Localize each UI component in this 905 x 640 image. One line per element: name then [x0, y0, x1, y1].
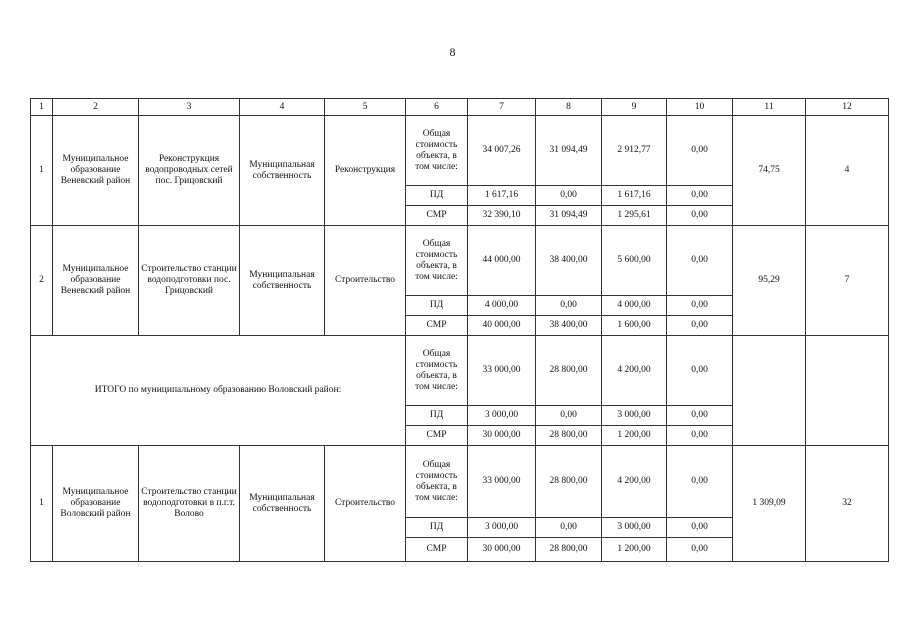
col12-cell: 4: [806, 116, 889, 226]
value-cell: 0,00: [536, 296, 602, 316]
value-cell: 4 200,00: [602, 336, 667, 406]
value-cell: 0,00: [667, 186, 733, 206]
value-cell: 1 600,00: [602, 316, 667, 336]
value-cell: 0,00: [667, 446, 733, 518]
value-cell: 3 000,00: [468, 406, 536, 426]
work-type-cell: Строительство: [325, 226, 406, 336]
value-cell: 0,00: [667, 426, 733, 446]
investment-table: [30, 98, 889, 562]
row-index: 1: [31, 446, 53, 562]
value-cell: 4 000,00: [602, 296, 667, 316]
header-cell: 12: [806, 99, 889, 116]
municipality-cell: Муниципальное образование Воловский район: [53, 446, 139, 562]
header-cell: 1: [31, 99, 53, 116]
value-cell: 33 000,00: [468, 446, 536, 518]
total-label: ИТОГО по муниципальному образованию Воловский район:: [31, 336, 406, 446]
header-cell: 11: [733, 99, 806, 116]
value-cell: 31 094,49: [536, 116, 602, 186]
value-cell: 0,00: [667, 226, 733, 296]
table-row: [31, 446, 889, 518]
col11-cell: 95,29: [733, 226, 806, 336]
col11-cell: 74,75: [733, 116, 806, 226]
municipality-cell: Муниципальное образование Веневский район: [53, 116, 139, 226]
cost-label-cell: Общая стоимость объекта, в том числе:: [406, 446, 468, 518]
header-cell: 7: [468, 99, 536, 116]
work-type-cell: Реконструкция: [325, 116, 406, 226]
value-cell: 38 400,00: [536, 226, 602, 296]
value-cell: 3 000,00: [602, 518, 667, 538]
value-cell: 28 800,00: [536, 336, 602, 406]
value-cell: 30 000,00: [468, 426, 536, 446]
cost-label-cell: ПД: [406, 406, 468, 426]
ownership-cell: Муниципальная собственность: [240, 116, 325, 226]
header-cell: 5: [325, 99, 406, 116]
value-cell: 28 800,00: [536, 426, 602, 446]
ownership-cell: Муниципальная собственность: [240, 226, 325, 336]
value-cell: 1 200,00: [602, 538, 667, 562]
value-cell: 4 200,00: [602, 446, 667, 518]
value-cell: 1 200,00: [602, 426, 667, 446]
value-cell: 4 000,00: [468, 296, 536, 316]
municipality-cell: Муниципальное образование Веневский район: [53, 226, 139, 336]
value-cell: 38 400,00: [536, 316, 602, 336]
value-cell: 40 000,00: [468, 316, 536, 336]
row-index: 2: [31, 226, 53, 336]
col11-cell: 1 309,09: [733, 446, 806, 562]
header-cell: 2: [53, 99, 139, 116]
table-row: [31, 116, 889, 186]
value-cell: 1 295,61: [602, 206, 667, 226]
cost-label-cell: Общая стоимость объекта, в том числе:: [406, 226, 468, 296]
value-cell: 2 912,77: [602, 116, 667, 186]
value-cell: 0,00: [667, 406, 733, 426]
cost-label-cell: СМР: [406, 538, 468, 562]
col11-cell: [733, 336, 806, 446]
value-cell: 31 094,49: [536, 206, 602, 226]
col12-cell: 7: [806, 226, 889, 336]
col12-cell: 32: [806, 446, 889, 562]
table-row: [31, 226, 889, 296]
value-cell: 0,00: [667, 296, 733, 316]
object-name-cell: Реконструкция водопроводных сетей пос. Грицовский: [139, 116, 240, 226]
cost-label-cell: Общая стоимость объекта, в том числе:: [406, 336, 468, 406]
cost-label-cell: Общая стоимость объекта, в том числе:: [406, 116, 468, 186]
value-cell: 5 600,00: [602, 226, 667, 296]
value-cell: 0,00: [667, 336, 733, 406]
page-number: 8: [449, 45, 456, 59]
value-cell: 0,00: [667, 206, 733, 226]
value-cell: 3 000,00: [602, 406, 667, 426]
cost-label-cell: ПД: [406, 186, 468, 206]
work-type-cell: Строительство: [325, 446, 406, 562]
value-cell: 44 000,00: [468, 226, 536, 296]
header-cell: 9: [602, 99, 667, 116]
cost-label-cell: СМР: [406, 426, 468, 446]
total-row: [31, 336, 889, 406]
value-cell: 32 390,10: [468, 206, 536, 226]
header-cell: 8: [536, 99, 602, 116]
value-cell: 0,00: [667, 518, 733, 538]
header-cell: 10: [667, 99, 733, 116]
value-cell: 0,00: [667, 316, 733, 336]
row-index: 1: [31, 116, 53, 226]
header-cell: 4: [240, 99, 325, 116]
value-cell: 0,00: [536, 518, 602, 538]
ownership-cell: Муниципальная собственность: [240, 446, 325, 562]
value-cell: 3 000,00: [468, 518, 536, 538]
value-cell: 1 617,16: [468, 186, 536, 206]
value-cell: 28 800,00: [536, 538, 602, 562]
value-cell: 33 000,00: [468, 336, 536, 406]
cost-label-cell: СМР: [406, 316, 468, 336]
cost-label-cell: ПД: [406, 518, 468, 538]
value-cell: 0,00: [667, 116, 733, 186]
col12-cell: [806, 336, 889, 446]
value-cell: 28 800,00: [536, 446, 602, 518]
cost-label-cell: ПД: [406, 296, 468, 316]
cost-label-cell: СМР: [406, 206, 468, 226]
header-cell: 3: [139, 99, 240, 116]
object-name-cell: Строительство станции водоподготовки пос. Грицовский: [139, 226, 240, 336]
value-cell: 34 007,26: [468, 116, 536, 186]
value-cell: 0,00: [536, 406, 602, 426]
header-cell: 6: [406, 99, 468, 116]
value-cell: 1 617,16: [602, 186, 667, 206]
value-cell: 0,00: [536, 186, 602, 206]
header-row: [31, 99, 889, 116]
object-name-cell: Строительство станции водоподготовки в п.г.т. Волово: [139, 446, 240, 562]
value-cell: 0,00: [667, 538, 733, 562]
value-cell: 30 000,00: [468, 538, 536, 562]
